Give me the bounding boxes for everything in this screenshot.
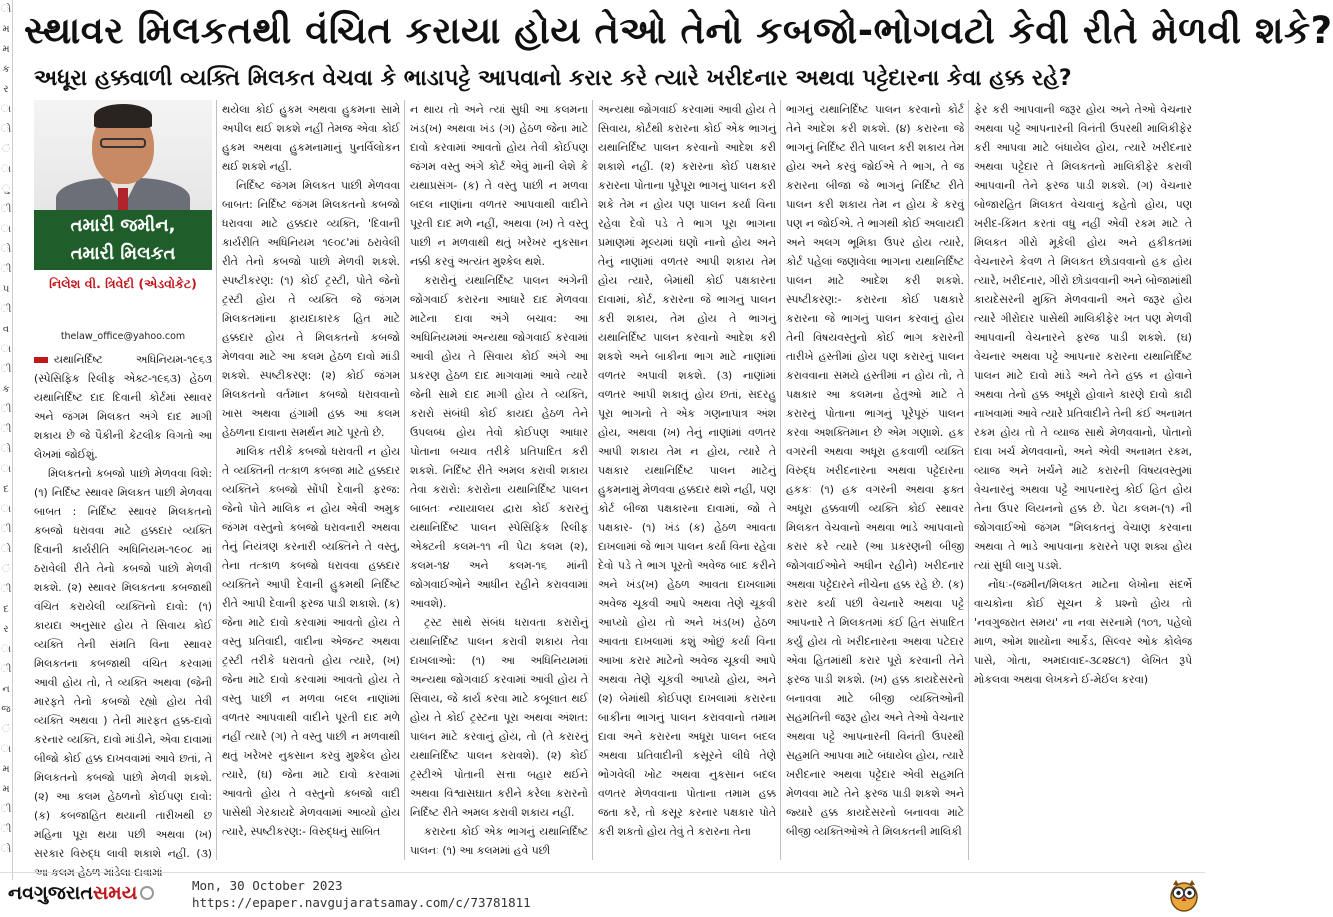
owl-icon <box>1168 878 1200 912</box>
footer-meta <box>192 877 531 911</box>
strip-fragment: મ <box>2 44 10 55</box>
strip-fragment: ી <box>0 424 12 435</box>
author-name: નિલેશ વી. ત્રિવેદી (એડવોકેટ) <box>49 276 197 291</box>
strip-fragment: ી <box>0 204 12 215</box>
strip-fragment: દ <box>3 484 9 495</box>
strip-fragment: ર <box>3 84 9 95</box>
strip-fragment: ી <box>0 804 12 815</box>
paragraph: યથાનિર્દિષ્ટ અધિનિયમ-૧૯૬૩ (સ્પેસિફિક રિલીફ એક્ટ-૧૯૬૩) હેઠળ યથાનિર્દિષ્ટ દાદ દિવાની કોર્ટમાં સ્થાવર અને જંગમ મિલકત અંગે દાદ માગી શકાય છે જે પૈકીની કેટલીક વિગતો આ લેખમાં જોઈશું. <box>34 353 212 461</box>
strip-fragment: ક <box>2 64 10 75</box>
subheadline: અધૂરા હક્કવાળી વ્યક્તિ મિલકત વેચવા કે ભાડાપટ્ટે આપવાનો કરાર કરે ત્યારે ખરીદનાર અથવા પટ્ટેદારના કેવા હક્ક રહે? <box>34 66 1072 91</box>
strip-fragment: ા <box>0 344 12 355</box>
strip-fragment: ી <box>0 664 12 675</box>
strip-fragment: ા <box>0 504 12 515</box>
edition-date: Mon, 30 October 2023 <box>192 878 343 893</box>
strip-fragment: ી <box>0 404 12 415</box>
strip-fragment: ન <box>2 684 10 695</box>
headline: સ્થાવર મિલકતથી વંચિત કરાયા હોય તેઓ તેનો કબજો-ભોગવટો કેવી રીતે મેળવી શકે? <box>24 9 1333 52</box>
column-1 <box>34 350 212 879</box>
strip-fragment: મ <box>2 24 10 35</box>
strip-fragment: ી <box>0 264 12 275</box>
column-3 <box>410 100 588 860</box>
paragraph: ભાગનું યથાનિર્દિષ્ટ પાલન કરવાનો કોર્ટ તેને આદેશ કરી શકશે. (૪) કરારના જે ભાગનું નિર્દિષ્ટ રીતે પાલન કરી શકાય તેમ હોય અને કરવું જોઈએ તે ભાગ, તે જ કરારના બીજા જે ભાગનું નિર્દિષ્ટ રીતે પાલન કરી શકાય તેમ ન હોય કે કરવું પણ ન જોઈએ. તે ભાગથી કોઈ અલાયદી અને અલગ ભૂમિકા ઉપર હોય ત્યારે, કોર્ટ પહેલાં જણાવેલા ભાગના યથાનિર્દિષ્ટ પાલન માટે આદેશ કરી શકશે. સ્પષ્ટીકરણ:- કરારના કોઈ પક્ષકારે કરારના જે ભાગનું પાલન કરવાનું હોય તેની વિષયવસ્તુનો કોઈ ભાગ કરારની તારીખે હસ્તીમાં હોય પણ કરારનું પાલન કરાવવાના સમયે હસ્તીમાં ન હોય તો, તે પક્ષકાર આ કલમના હેતુઓ માટે તે કરારનું પોતાના ભાગનું પૂરેપૂરું પાલન કરવા અશક્તિમાન છે એમ ગણાશે. હક વગરની અથવા અધૂરા હકવાળી વ્યક્તિ વિરુદ્ધ ખરીદનારના અથવા પટ્ટેદારના હકકઃ (૧) હક વગરની અથવા ફક્ત અધૂરા હક્કવાળી વ્યક્તિ કોઈ સ્થાવર મિલકત વેચવાનો અથવા ભાડે આપવાનો કરાર કરે ત્યારે (આ પ્રકરણની બીજી જોગવાઈઓને અધીન રહીને) ખરીદનાર અથવા પટ્ટેદારને નીચેના હક્ક રહે છે. (ક) કરાર કર્યા પછી વેચનારે અથવા પટ્ટે આપનારે તે મિલકતમાં કંઈ હિત સંપાદિત કર્યું હોય તો ખરીદનારના અથવા પટેદાર એવા હિતમાંથી કરાર પૂરો કરવાની તેને ફરજ પાડી શકશે. (ખ) હક્ક કાયદેસરનો બનાવવા માટે બીજી વ્યક્તિઓની સહમતિની જરૂર હોય અને તેઓ વેચનાર અથવા પટ્ટે આપનારની વિનંતી ઉપરથી સહમતિ આપવા માટે બંધાયેલ હોય, ત્યારે ખરીદનાર અથવા પટ્ટેદાર એવી સહમતિ મેળવવા માટે તેને ફરજ પાડી શકશે અને જ્યારે હક્ક કાયદેસરનો બનાવવા માટે બીજી વ્યક્તિઓએ તે મિલકતની માલિકી <box>786 103 964 838</box>
strip-fragment: ા <box>0 224 12 235</box>
paragraph: ટ્રસ્ટ સાથે સંબંધ ધરાવતા કરારોનું યથાનિર્દિષ્ટ પાલન કરાવી શકાય તેવા દાખલાઓ: (૧) આ અધિનિયમમાં અન્યથા જોગવાઈ કરવામાં આવી હોય તે સિવાય, જે કાર્ય કરવા માટે કબૂલાત થઈ હોય તે કોઈ ટ્રસ્ટના પૂરા અથવા અંશત: પાલન માટે કરવાનું હોય, તો (તે કરારનું યથાનિર્દિષ્ટ પાલન કરાવશે). (૨) કોઈ ટ્રસ્ટીએ પોતાની સત્તા બહાર થઈને અથવા વિશ્વાસઘાત કરીને કરેલા કરારનો નિર્દિષ્ટ રીતે અમલ કરાવી શકાય નહીં. <box>410 616 588 819</box>
footer <box>0 872 1205 917</box>
strip-fragment: ો <box>0 544 12 555</box>
strip-fragment: ા <box>0 164 12 175</box>
logo-part-1: નવગુજરાત <box>8 882 93 904</box>
strip-fragment: દ <box>3 604 9 615</box>
strip-fragment: ૫ <box>2 284 10 295</box>
banner-line-2: તમારી મિલકત <box>70 243 176 264</box>
strip-fragment: ી <box>0 824 12 835</box>
strip-fragment: જ <box>1 704 11 715</box>
strip-fragment: ા <box>0 464 12 475</box>
strip-fragment: ી <box>0 524 12 535</box>
paragraph: માલિક તરીકે કબજો ધરાવતી ન હોય તે વ્યક્તિની તત્કાળ કબજા માટે હક્કદાર વ્યક્તિને કબજો સોંપી દેવાની ફરજ: જેનો પોતે માલિક ન હોય એવી અમુક જંગમ વસ્તુનો કબજો ધરાવનારી અથવા તેનું નિયંત્રણ કરનારી વ્યક્તિને તે વસ્તુ, તેના તત્કાળ કબજો ધરાવવા હક્કદાર વ્યક્તિને આપી દેવાની હુકમથી નિર્દિષ્ટ રીતે આપી દેવાની ફરજ પાડી શકાશે. (ક) જેના માટે દાવો કરવામાં આવતો હોય તે વસ્તુ પ્રતિવાદી, વાદીના એજન્ટ અથવા ટ્રસ્ટી તરીકે ધરાવતો હોય ત્યારે, (ખ) જેના માટે દાવો કરવામાં આવતો હોય તે વસ્તુ પાછી ન મળવા બદલ નાણાંમાં વળતર આપવાથી વાદીને પૂરતી દાદ મળે નહીં ત્યારે (ગ) તે વસ્તુ પાછી ન મળવાથી થતું ખરેખર નુકસાન કરવું મુશ્કેલ હોય ત્યારે, (ઘ) જેના માટે દાવો કરવામાં આવતો હોય તે વસ્તુનો કબજો વાદી પાસેથી ગેરકાયદે મેળવવામાં આવ્યો હોય ત્યારે, સ્પષ્ટીકરણ:- વિરુદ્ધનું સાબિત <box>222 445 400 838</box>
strip-fragment: ા <box>0 644 12 655</box>
column-2 <box>222 100 400 860</box>
strip-fragment: ો <box>0 444 12 455</box>
strip-fragment: ા <box>0 744 12 755</box>
paragraph: કરારોનું યથાનિર્દિષ્ટ પાલન અંગેની જોગવાઈ કરારના આધારે દાદ મેળવવા માટેના દાવા અંગે બચાવ: આ અધિનિયમમાં અન્યથા જોગવાઈ કરવામાં આવી હોય તે સિવાય કોઈ અંગે આ પ્રકરણ હેઠળ દાદ માગવામાં આવે ત્યારે જેની સામે દાદ માગી હોય તે વ્યક્તિ, કરારો સંબંધી કોઈ કાયદા હેઠળ તેને ઉપલબ્ધ હોય તેવો કોઈપણ આધાર પોતાના બચાવ તરીકે પ્રતિપાદિત કરી શકશે. નિર્દિષ્ટ રીતે અમલ કરાવી શકાય તેવા કરારો: કરારોના યથાનિર્દિષ્ટ પાલન બાબતઃ ન્યાયાલય દ્વારા કોઈ કરારનું યથાનિર્દિષ્ટ પાલન સ્પેસિફિક રિલીફ એક્ટની કલમ-૧૧ ની પેટા કલમ (૨), કલમ-૧૪ અને કલમ-૧૬ માંની જોગવાઈઓને આધીન રહીને કરાવવામાં આવશે). <box>410 274 588 610</box>
author-photo <box>34 100 212 210</box>
epaper-link[interactable]: https://epaper.navgujaratsamay.com/c/73781811 <box>192 895 531 910</box>
strip-fragment: ં <box>2 564 10 575</box>
paragraph-marker <box>34 357 48 363</box>
strip-fragment: ી <box>0 364 12 375</box>
paragraph: ફેર કરી આપવાની જરૂર હોય અને તેઓ વેચનાર અથવા પટ્ટે આપનારની વિનંતી ઉપરથી માલિકીફેર કરી આપવા માટે બંધાયેલ હોય, ત્યારે ખરીદનાર અથવા પટ્ટેદાર તે મિલકતનો માલિકીફેર કરાવી આપવાની તેને ફરજ પાડી શકશે. (ગ) વેચનાર બોજારહિત મિલકત વેચવાનું કહેતો હોય, પણ ખરીદ-કિંમત કરતાં વધુ નહીં એવી રકમ માટે તે મિલકત ગીરો મૂકેલી હોય અને હકીકતમાં વેચનારને કેવળ તે મિલકત છોડાવવાનો હક હોય ત્યારે, ખરીદનાર, ગીરો છોડાવવાની અને બોજામાંથી કાયદેસરની મુક્તિ મેળવવાની અને જરૂર હોય ત્યારે ગીરોદાર પાસેથી માલિકીફેર ખત પણ મેળવી આપવાની વેચનારને ફરજ પાડી શકશે. (ઘ) વેચનાર અથવા પટ્ટે આપનાર કરારના યથાનિર્દિષ્ટ પાલન માટે દાવો માંડે અને તેને હક્ક ન હોવાને અથવા તેનો હક્ક અધૂરો હોવાને કારણે દાવો કાઢી નાખવામાં આવે ત્યારે પ્રતિવાદીને તેની કંઈ અનામત રકમ હોય તો તે વ્યાજ સાથે મેળવવાનો, પોતાનો દાવા ખર્ચ મેળવવાનો, અને એવી અનામત રકમ, વ્યાજ અને ખર્ચને માટે કરારની વિષયવસ્તુમાં વેચનારનું અથવા પટ્ટે આપનારનું કોઈ હિત હોય તેના ઉપર લિયનનો હક્ક છે. પેટા કલમ-(૧) ની જોગવાઈઓ જંગમ "મિલકતનું વેચાણ કરવાના અથવા તે ભાડે આપવાના કરારને પણ શક્ય હોય ત્યાં સુધી લાગુ પડશે. <box>974 103 1192 572</box>
strip-fragment: ં <box>2 724 10 735</box>
column-4 <box>598 100 776 860</box>
strip-fragment: મ <box>2 764 10 775</box>
paragraph: અન્યથા જોગવાઈ કરવામાં આવી હોય તે સિવાય, કોર્ટથી કરારના કોઈ એક ભાગનું યથાનિર્દિષ્ટ પાલન કરવાનો આદેશ કરી શકાશે નહીં. (૨) કરારના કોઈ પક્ષકાર કરારના પોતાના પૂરેપૂરા ભાગનું પાલન કરી શકે તેમ ન હોય પણ પાલન કર્યા વિના રહેવા દેવો પડે તે ભાગ પૂરા ભાગના પ્રમાણમાં મૂલ્યમાં ઘણો નાનો હોય અને તેનું નાણાંમાં વળતર આપી શકાય તેમ હોય ત્યારે, બેમાંથી કોઈ પક્ષકારના દાવામાં, કોર્ટ, કરારના જે ભાગનું પાલન કરી શકાય, તેમ હોય તે ભાગનું યથાનિર્દિષ્ટ પાલન કરવાનો આદેશ કરી શકશે અને બાકીના ભાગ માટે નાણાંમાં વળતર અપાવી શકશે. (૩) નાણાંમાં વળતર આપી શકાતું હોય છતાં, સદરહુ પૂરા ભાગનો તે એક ગણનાપાત્ર અંશ હોય, અથવા (ખ) તેનું નાણાંમાં વળતર આપી શકાય તેમ ન હોય, ત્યારે તે પક્ષકાર યથાનિર્દિષ્ટ પાલન માટેનું હુકમનામું મેળવવા હક્કદાર થશે નહીં, પણ કોર્ટ બીજા પક્ષકારના દાવામાં, જો તે પક્ષકાર- (૧) ખંડ (ક) હેઠળ આવતા દાખલામાં જે ભાગ પાલન કર્યા વિના રહેવા દેવો પડે તે ભાગ પૂરતો અવેજ બાદ કરીને અને ખંડ(ખ) હેઠળ આવતા દાખલામાં અવેજ ચૂકવી આપે અથવા તેણે ચૂકવી આપ્યો હોય તો અને ખંડ(ખ) હેઠળ આવતા દાખલામાં કશું ઓછું કર્યા વિના આખા કરાર માટેનો અવેજ ચૂકવી આપે અથવા તેણે ચૂકવી આપ્યો હોય, અને (૨) બેમાંથી કોઈપણ દાખલામાં કરારના બાકીના ભાગનું પાલન કરાવવાનો તમામ દાવા અને કરારના અધૂરા પાલન બદલ અથવા પ્રતિવાદીની કસૂરને લીધે તેણે ભોગવેલી ખોટ અથવા નુકસાન બદલ વળતર મેળવવાના પોતાના તમામ હક્ક જતા કરે, તો કસૂર કરનાર પક્ષકાર પોતે કરી શકતો હોય તેવું તે કરારના તેના <box>598 103 776 838</box>
paragraph: થયેલા કોઈ હુકમ અથવા હુકમના સામે અપીલ થઈ શકશે નહીં તેમજ એવા કોઈ હુકમ અથવા હુકમનામાનું પુનર્વિલોકન થઈ શકશે નહીં. <box>222 103 400 173</box>
strip-fragment: વ <box>2 324 10 335</box>
column-banner <box>34 210 212 270</box>
logo-ring-icon <box>140 886 154 900</box>
strip-fragment: ો <box>0 844 12 855</box>
strip-fragment: ર <box>3 624 9 635</box>
strip-fragment: ક <box>2 384 10 395</box>
paragraph: મિલકતનો કબજો પાછો મેળવવા વિશે: (૧) નિર્દિષ્ટ સ્થાવર મિલકત પાછી મેળવવા બાબત : નિર્દિષ્ટ સ્થાવર મિલકતનો કબજો ધરાવવા માટે હક્કદાર વ્યક્તિ દિવાની કાર્યરીતિ અધિનિયમ-૧૯૦૮ માં ઠરાવેલી રીતે તેનો કબજો પાછો મેળવી શકશે. (૨) સ્થાવર મિલકતના કબજાથી વંચિત કરાયેલી વ્યક્તિનો દાવો: (૧) કાયદા અનુસાર હોય તે સિવાય કોઈ વ્યક્તિ તેની સંમતિ વિના સ્થાવર મિલકતના કબજાથી વંચિત કરવામાં આવી હોય તો, તે વ્યક્તિ અથવા (જેની મારફતે તેનો કબજો રહ્યો હોય તેવી વ્યક્તિ અથવા ) તેની મારફત હક્ક-દાવો કરનાર વ્યક્તિ, દાવો માંડીને, એવા દાવામાં બીજો કોઈ હક્ક દાખવવામાં આવે છતાં, તે મિલકતનો કબજો પાછો મેળવી શકશે. (૨) આ કલમ હેઠળનો કોઈપણ દાવો: (ક) કબજાહિત થયાની તારીખથી છ મહિના પૂરા થયા પછી અથવા (ખ) સરકાર વિરુદ્ધ લાવી શકાશે નહીં. (૩) આ કલમ હેઠળ માંડેલા દાવામાં <box>34 467 212 879</box>
strip-fragment: ો <box>0 124 12 135</box>
strip-fragment: મ <box>2 784 10 795</box>
column-6 <box>974 100 1192 860</box>
strip-fragment: ુ <box>2 184 10 195</box>
strip-fragment: ં <box>2 144 10 155</box>
paragraph: કરારના કોઈ એક ભાગનું યથાનિર્દિષ્ટ પાલનઃ (૧) આ કલમમાં હવે પછી <box>410 825 588 857</box>
paragraph: ન થાય તો અને ત્યાં સુધી આ કલમના ખંડ(ખ) અથવા ખંડ (ગ) હેઠળ જેના માટે દાવો કરવામાં આવતો હોય તેવી કોઈપણ જંગમ વસ્તુ અંગે કોર્ટ એવું માની લેશે કે યથાપ્રસંગ- (ક) તે વસ્તુ પાછી ન મળવા બદલ નાણાંના વળતર આપવાથી વાદીને પૂરતી દાદ મળે નહીં, અથવા (ખ) તે વસ્તુ પાછી ન મળવાથી થતું ખરેખર નુકસાન નક્કી કરવું અત્યંત મુશ્કેલ થશે. <box>410 103 588 268</box>
author-email: thelaw_office@yahoo.com <box>60 331 186 342</box>
banner-line-1: તમારી જમીન, <box>70 215 176 236</box>
column-5 <box>786 100 964 860</box>
logo-part-2: સમય <box>92 882 138 904</box>
adjacent-article-strip <box>0 0 13 880</box>
note-paragraph: નોંધઃ-(જમીન/મિલકત માટેના લેખોના સંદર્ભે વાચકોના કોઈ સૂચન કે પ્રશ્નો હોય તો 'નવગુજરાત સમય' ના નવા સરનામે (૧૦૧, પહેલો માળ, ઓમ શાયોના આર્કેડ, સિલ્વર ઓક કોલેજ પાસે, ગોતા, અમદાવાદ-૩૮૨૪૮૧) લેખિત રૂપે મોકલવા અથવા લેખકને ઈ-મેઈલ કરવા) <box>974 578 1192 686</box>
strip-fragment: ો <box>0 244 12 255</box>
strip-fragment: ા <box>0 104 12 115</box>
strip-fragment: ો <box>0 4 12 15</box>
strip-fragment: ી <box>0 584 12 595</box>
strip-fragment: ી <box>0 304 12 315</box>
paragraph: નિર્દિષ્ટ જંગમ મિલકત પાછી મેળવવા બાબત: નિર્દિષ્ટ જંગમ મિલકતનો કબજો ધરાવવા માટે હક્કદાર વ્યક્તિ, 'દિવાની કાર્યરીતિ અધિનિયમ ૧૯૦૮'માં ઠરાવેલી રીતે તેનો કબજો પાછો મેળવી શકશે. સ્પષ્ટીકરણ: (૧) કોઈ ટ્રસ્ટી, પોતે જેનો ટ્રસ્ટી હોય તે વ્યક્તિ જે જંગમ મિલકતમાંના ફાયદાકારક હિત માટે હક્કદાર હોય તે મિલકતનો કબજો મેળવવા માટે આ કલમ હેઠળ દાવો માંડી શકશે. સ્પષ્ટીકરણ: (૨) કોઈ જંગમ મિલકતનો વર્તમાન કબજો ધરાવવાનો ખાસ અથવા હંગામી હક્ક આ કલમ હેઠળના દાવાના સમર્થન માટે પૂરતો છે. <box>222 179 400 439</box>
publication-logo <box>8 880 154 906</box>
